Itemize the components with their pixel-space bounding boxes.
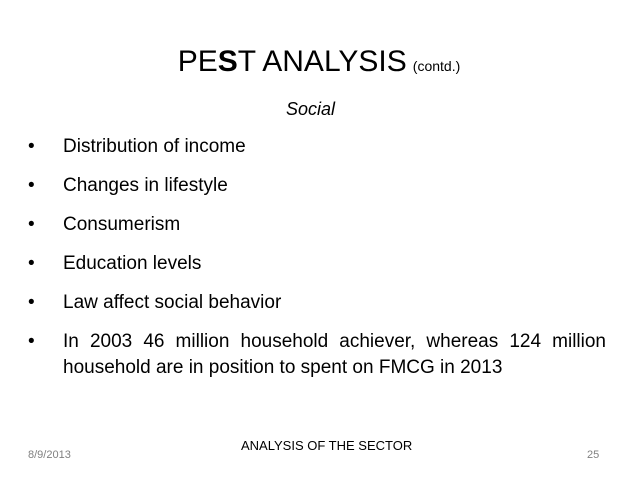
bullet-icon: •	[28, 253, 35, 274]
title-part-s: S	[217, 45, 238, 78]
bullet-list	[28, 134, 606, 394]
bullet-text: Law affect social behavior	[63, 292, 282, 313]
slide-subtitle: Social	[286, 99, 336, 119]
bullet-item	[28, 251, 606, 277]
bullet-text: Changes in lifestyle	[63, 175, 228, 196]
slide-title	[0, 42, 638, 86]
title-part-pe: PE	[177, 45, 218, 78]
page-number: 25	[587, 449, 600, 461]
title-suffix: (contd.)	[412, 58, 461, 74]
bullet-text: In 2003 46 million household achiever, whereas 124 million household are in position to spent on FMCG in 2013	[63, 331, 606, 378]
bullet-icon: •	[28, 331, 35, 352]
bullet-text: Consumerism	[63, 214, 181, 235]
bullet-icon: •	[28, 136, 35, 157]
bullet-item	[28, 290, 606, 316]
footer-date: 8/9/2013	[28, 449, 71, 461]
title-part-rest: T ANALYSIS	[237, 45, 407, 78]
bullet-icon: •	[28, 175, 35, 196]
footer-section-label: ANALYSIS OF THE SECTOR	[241, 438, 413, 453]
bullet-icon: •	[28, 214, 35, 235]
bullet-item	[28, 212, 606, 238]
bullet-item	[28, 329, 606, 381]
bullet-text: Education levels	[63, 253, 202, 274]
bullet-icon: •	[28, 292, 35, 313]
bullet-item	[28, 173, 606, 199]
bullet-item	[28, 134, 606, 160]
bullet-text: Distribution of income	[63, 136, 246, 157]
